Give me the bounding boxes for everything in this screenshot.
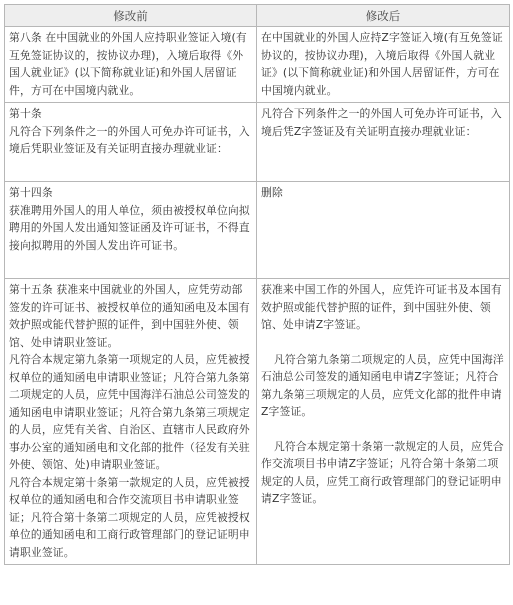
table-row xyxy=(5,27,510,103)
article-15-before-para-3: 凡符合本规定第十条第一款规定的人员，应凭被授权单位的通知函电和合作交流项目书申请职业签证；凡符合第十条第二项规定的人员，应凭被授权单位的通知函电和工商行政管理部门的登记证明申请职业签证。 xyxy=(9,475,250,559)
cell-after xyxy=(257,103,510,182)
article-8-before-text: 第八条 在中国就业的外国人应持职业签证入境(有互免签证协议的，按协议办理)，入境后取得《外国人就业证》(以下简称就业证)和外国人居留证件，方可在中国境内就业。 xyxy=(9,31,247,97)
article-15-after-para-2: 凡符合第九条第二项规定的人员，应凭中国海洋石油总公司签发的通知函电申请Z字签证；凡符合第九条第三项规定的人员，应凭文化部的批件申请Z字签证。 xyxy=(261,352,504,418)
cell-before xyxy=(5,182,257,279)
article-15-before-para-1: 第十五条 获准来中国就业的外国人，应凭劳动部签发的许可证书、被授权单位的通知函电及本国有效护照或能代替护照的证件，到中国驻外使、领馆、处申请职业签证。 xyxy=(9,283,250,349)
article-14-heading: 第十四条 xyxy=(9,186,53,199)
cell-after xyxy=(257,27,510,103)
cell-before xyxy=(5,103,257,182)
table-row xyxy=(5,103,510,182)
article-15-before-para-2: 凡符合本规定第九条第一项规定的人员，应凭被授权单位的通知函电申请职业签证；凡符合第九条第二项规定的人员，应凭中国海洋石油总公司签发的通知函电申请职业签证；凡符合第九条第三项规定的人员，应凭有关省、自治区、直辖市人民政府外事办公室的通知函电和文化部的批件（径发有关驻外使、领馆、处)申请职业签证。 xyxy=(9,353,250,471)
comparison-table xyxy=(4,4,510,565)
cell-after xyxy=(257,279,510,565)
header-after: 修改后 xyxy=(257,5,510,27)
cell-before xyxy=(5,279,257,565)
article-10-after-text: 凡符合下列条件之一的外国人可免办许可证书，入境后凭Z字签证及有关证明直接办理就业证： xyxy=(261,107,502,138)
cell-after xyxy=(257,182,510,279)
article-8-after-text: 在中国就业的外国人应持Z字签证入境(有互免签证协议的，按协议办理)，入境后取得《外国人就业证》(以下简称就业证)和外国人居留证件，方可在中国境内就业。 xyxy=(261,31,503,97)
table-row xyxy=(5,182,510,279)
article-14-before-text: 获准聘用外国人的用人单位，须由被授权单位向拟聘用的外国人发出通知签证函及许可证书，不得直接向拟聘用的外国人发出许可证书。 xyxy=(9,203,250,252)
table-row xyxy=(5,279,510,565)
article-15-after-para-3: 凡符合本规定第十条第一款规定的人员，应凭合作交流项目书申请Z字签证；凡符合第十条第二项规定的人员，应凭工商行政管理部门的登记证明申请Z字签证。 xyxy=(261,439,504,505)
header-row xyxy=(5,5,510,27)
article-15-after-para-1: 获准来中国工作的外国人，应凭许可证书及本国有效护照或能代替护照的证件，到中国驻外使、领馆、处申请Z字签证。 xyxy=(261,283,502,331)
article-14-after-text: 删除 xyxy=(261,186,283,199)
header-before: 修改前 xyxy=(5,5,257,27)
cell-before xyxy=(5,27,257,103)
article-10-heading: 第十条 xyxy=(9,107,42,120)
article-10-before-text: 凡符合下列条件之一的外国人可免办许可证书，入境后凭职业签证及有关证明直接办理就业证： xyxy=(9,124,250,155)
